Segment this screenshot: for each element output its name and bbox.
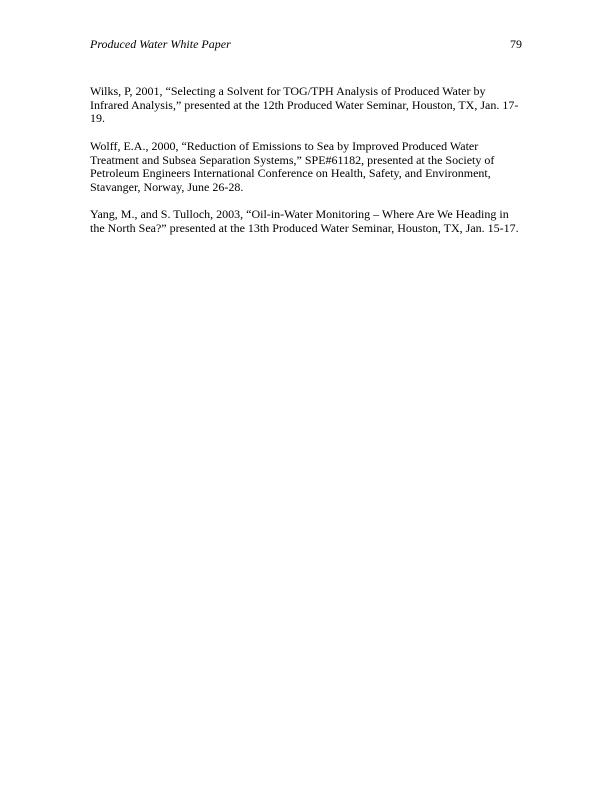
page-header <box>90 37 522 51</box>
reference-paragraph: Wolff, E.A., 2000, “Reduction of Emissions to Sea by Improved Produced Water Treatment and Subsea Separation Systems,” SPE#61182, presented at the Society of Petroleum Engineers International Conference on Health, Safety, and Environment, Stavanger, Norway, June 26-28. <box>90 138 495 194</box>
references-body <box>90 85 523 249</box>
reference-paragraph: Wilks, P, 2001, “Selecting a Solvent for TOG/TPH Analysis of Produced Water by Infrared Analysis,” presented at the 12th Produced Water Seminar, Houston, TX, Jan. 17-19. <box>90 84 519 126</box>
page-number: 79 <box>510 37 522 51</box>
running-title: Produced Water White Paper <box>90 37 231 51</box>
reference-paragraph: Yang, M., and S. Tulloch, 2003, “Oil-in-Water Monitoring – Where Are We Heading in the North Sea?” presented at the 13th Produced Water Seminar, Houston, TX, Jan. 15-17. <box>90 207 519 235</box>
